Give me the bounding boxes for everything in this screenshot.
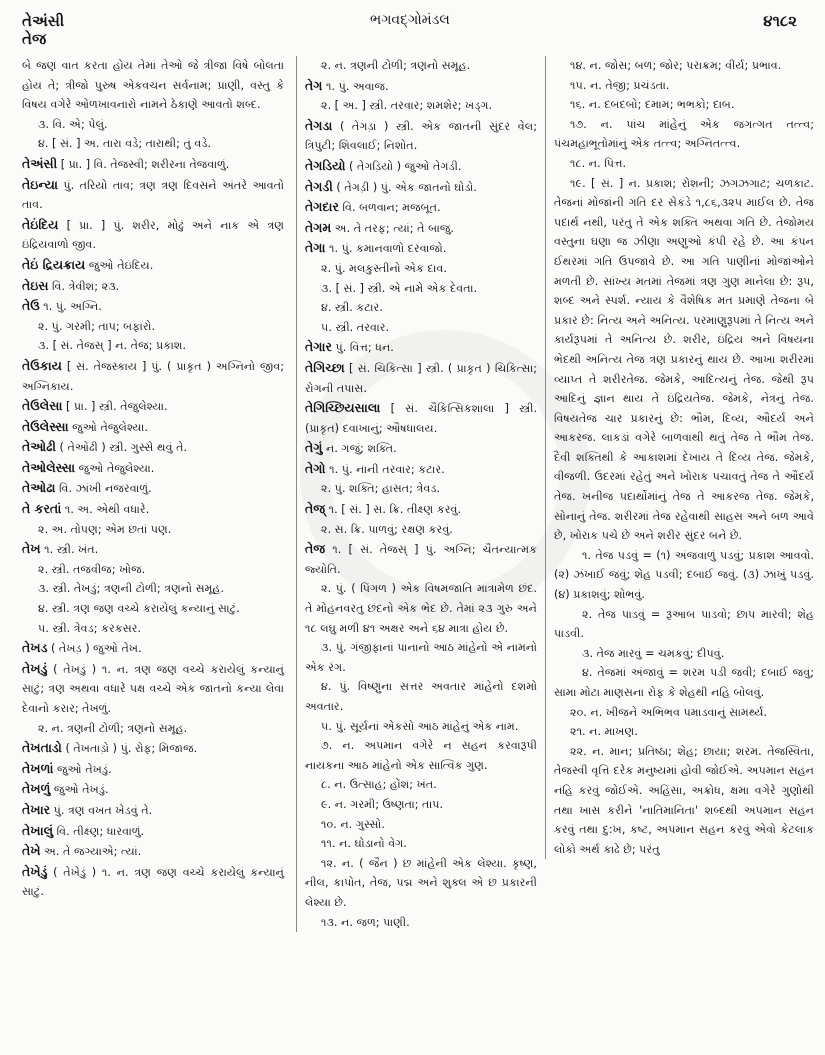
dictionary-entry — [305, 279, 537, 299]
dictionary-entry — [305, 358, 537, 398]
definition-text: ૩. [ સં. તેજસ્ ] ન. તેજ; પ્રકાશ. — [38, 339, 187, 353]
headword: તેખડ — [22, 640, 48, 656]
dictionary-entry — [22, 417, 284, 438]
dictionary-entry — [554, 703, 814, 723]
dictionary-entry — [305, 775, 537, 795]
dictionary-entry — [554, 722, 814, 742]
definition-text: ૨. સ. ક્રિ. પાળવું; રક્ષણ કરવું. — [321, 522, 453, 536]
definition-text: ૪. સ્ત્રી. કટાર. — [321, 301, 383, 315]
dictionary-entry — [305, 218, 537, 239]
headword: તેખતાડો — [22, 740, 62, 756]
headword: તેઅંસી — [22, 155, 58, 171]
definition-text: ( તેઓઢી ) સ્ત્રી. ગુસ્સે થવું તે. — [55, 441, 188, 455]
definition-text: [ પ્રા. ] વિ. તેજસ્વી; શરીરના તેજવાળું. — [57, 157, 230, 171]
headword: તેગાર — [305, 339, 332, 355]
definition-text: વિ. બળવાન; મજબૂત. — [338, 201, 441, 215]
dictionary-entry — [305, 479, 537, 499]
definition-text: ૨૦. ન. ખીજને અભિભવ પમાડવાનું સામર્થ્ય. — [570, 705, 768, 719]
definition-text: ૧. [ સં. તેજસ્ ] પું. અગ્નિ; ચૈતન્યાત્મક જ્યોતિ. — [305, 543, 537, 576]
dictionary-entry — [305, 56, 537, 76]
headword: તેગડિયો — [305, 157, 346, 173]
definition-text: ૩. પું. ગંજીફાનાં પાનાનો આઠ માંહેનો એ નામનો એક રંગ. — [305, 641, 537, 674]
dictionary-entry — [305, 499, 537, 520]
definition-text: ( તેખતાડ઼ો ) પું. રોફ; મિજાજ. — [61, 742, 198, 756]
definition-text: ૧. પું. અગ્નિ. — [39, 300, 102, 314]
definition-text: ૨. પું. મલકુસ્તીનો એક દાવ. — [321, 261, 447, 275]
definition-text: ૧. [ સં. ] સ. ક્રિ. તીક્ષ્ણ કરવું. — [325, 503, 462, 517]
definition-text: ૫. સ્ત્રી. તરવાર. — [321, 320, 390, 334]
definition-text: ૧૮. ન. પિત્ત. — [570, 156, 627, 170]
book-title: ભગવદ્ગોમંડલ — [370, 12, 450, 28]
column-2 — [296, 56, 537, 932]
definition-text: ( તેગડ઼ી ) પું. એક જાતનો ઘોડો. — [332, 180, 477, 194]
definition-text: જુઓ તેખડું. — [53, 762, 112, 776]
definition-text: ૧. તેજ પડવું = (૧) અંજવાળું પડવું; પ્રકાશ આવવો. (૨) ઝંખાઈ જવું; શેહ પડવી; દબાઈ જવું. (૩) ઝાંખું પડવું. (૪) પ્રકાશવું; શોભવું. — [554, 548, 814, 602]
definition-text: ૩. સ્ત્રી. તેખડું; ત્રણની ટોળી; ત્રણનો સમૂહ. — [38, 582, 225, 596]
definition-text: વિ. ઝાંખી નજરવાળું. — [55, 482, 152, 496]
dictionary-entry — [554, 56, 814, 76]
dictionary-entry — [22, 255, 284, 276]
dictionary-entry — [22, 862, 284, 902]
dictionary-entry — [22, 478, 284, 499]
dictionary-entry — [305, 177, 537, 198]
dictionary-entry — [305, 259, 537, 279]
headword: તેઉકાય — [22, 357, 62, 373]
dictionary-entry — [22, 215, 284, 255]
definition-text: ૫. પું. સૂર્યનાં એકસો આઠ માંહેનું એક નામ. — [321, 719, 519, 733]
definition-text: ૧. અ. એથી વધારે. — [61, 503, 150, 517]
definition-text: ૧૩. ન. જળ; પાણી. — [321, 915, 410, 929]
dictionary-entry — [554, 115, 814, 154]
dictionary-entry — [554, 95, 814, 115]
definition-text: ૨૨. ન. માન; પ્રતિષ્ઠા; શેહ; છાયા; શરમ. તેજસ્વિતા, તેજસ્વી વૃત્તિ દરેક મનુષ્યમાં હોવી જોઈએ. અપમાન સહન નહિ કરવું જોઈએ. અહિંસા, અક્રોધ, ક્ષમા વગેરે ગુણોથી તથા ખાસ કરીને 'નાતિમાનિતા' શબ્દથી અપમાન સહન કરવું તથા દુ:ખ, કષ્ટ, અપમાન સહન કરવું એવો કેટલાક લોકો અર્થ કાઢે છે; પરંતુ — [554, 744, 814, 856]
headword: તેઉ — [22, 298, 40, 314]
definition-text: ૨. પું. શક્તિ; હાસત; ત્રેવડ. — [321, 482, 441, 496]
headword: તેઓઢી — [22, 439, 56, 455]
dictionary-entry — [554, 742, 814, 860]
definition-text: વિ. ત્રેવીશ; ૨૩. — [48, 279, 120, 293]
definition-text: ૪. [ સં. ] અ. તારા વડે; તારાથી; તું વડે. — [38, 137, 212, 151]
headword: તેઓલેસ્સા — [22, 459, 76, 475]
headword: તેગમ — [305, 219, 332, 235]
headword: તેગિચ્છા — [305, 359, 345, 375]
headword: તેગડી — [305, 178, 333, 194]
headword: તેઇં દ્રિયક્રાય — [22, 256, 86, 272]
definition-text: ૧૨. ન. ( જૈન ) છ માંહેની એક લેશ્યા. કૃષ્ણ, નીલ, કાપોત, તેજ, પદ્મ અને શુક્લ એ છ પ્રકારની લેશ્યા છે. — [305, 856, 537, 909]
dictionary-entry — [305, 520, 537, 540]
dictionary-entry — [22, 499, 284, 520]
guide-word-first: તેઅંસી — [22, 12, 65, 30]
definition-text: ( તેખડ઼ ) જુઓ તેખ. — [47, 642, 142, 656]
definition-text: ૯. ન. ગરમી; ઉષ્ણતા; તાપ. — [321, 797, 444, 811]
definition-text: જુઓ તેઇંદિય. — [85, 258, 154, 272]
definition-text: જુઓ તેજુલેશ્યા. — [68, 420, 148, 434]
column-3 — [545, 56, 814, 859]
dictionary-entry — [305, 238, 537, 259]
dictionary-entry — [305, 736, 537, 775]
guide-words — [22, 12, 64, 48]
dictionary-entry — [22, 579, 284, 599]
dictionary-entry — [305, 438, 537, 459]
dictionary-entry — [554, 76, 814, 96]
definition-text: ૨. સ્ત્રી. તજવીજ; ખોજ. — [38, 562, 146, 576]
definition-text: ૨. પું. ( પિંગળ ) એક વિષમજાતિ માત્રામેળ છંદ. તે મોહનવરતુ છંદનો એક ભેદ છે. તેમાં ૨૩ ગુરુ અને ૧૮ લઘુ મળી ૪૧ અક્ષર અને ૬૪ માત્રા હોય છે. — [305, 582, 537, 635]
dictionary-entry — [22, 599, 284, 619]
dictionary-entry — [22, 276, 284, 297]
headword: તેઓઢા — [22, 480, 56, 496]
dictionary-entry — [305, 677, 537, 716]
dictionary-entry — [305, 337, 537, 358]
headword: તેખાલું — [22, 822, 54, 838]
definition-text: જુઓ તેખડું. — [50, 783, 109, 797]
headword: તેખાર — [22, 801, 51, 817]
dictionary-entry — [22, 154, 284, 175]
dictionary-entry — [22, 821, 284, 842]
dictionary-entry — [22, 659, 284, 719]
guide-word-last: તેજ — [22, 30, 47, 48]
dictionary-entry — [305, 96, 537, 116]
dictionary-entry — [305, 76, 537, 97]
dictionary-entry — [22, 56, 284, 115]
definition-text: ૧૦. ન. ગુસ્સો. — [321, 817, 385, 831]
definition-text: ૧. સ્ત્રી. ખંત. — [40, 543, 99, 557]
dictionary-entry — [305, 197, 537, 218]
headword: તેગ — [305, 77, 323, 93]
definition-text: [ સં. ચૈકિત્સિકશાલા ] સ્ત્રી. (પ્રાકૃત) દવાખાનું; ઔષધાલય. — [305, 402, 537, 435]
headword: તેગા — [305, 240, 326, 256]
dictionary-entry — [554, 154, 814, 174]
dictionary-entry — [22, 458, 284, 479]
dictionary-entry — [305, 717, 537, 737]
definition-text: વિ. તીક્ષ્ણ; ધારવાળું. — [53, 824, 145, 838]
definition-text: [ પ્રા. ] સ્ત્રી. તેજુલેશ્યા. — [62, 400, 168, 414]
headword: તેખળું — [22, 781, 51, 797]
definition-text: ૧૭. ન. પાંચ માંહેનું એક જગત્ગત તત્ત્વ; પંચમહાભૂતોમાંનું એક તત્ત્વ; અગ્નિતત્ત્વ. — [554, 117, 814, 151]
headword: તેખેડું — [22, 863, 48, 879]
column-1 — [22, 56, 284, 902]
dictionary-entry — [22, 759, 284, 780]
dictionary-entry — [305, 539, 537, 579]
definition-text: પું. તરિયો તાવ; ત્રણ ત્રણ દિવસને અંતરે આવતો તાવ. — [22, 178, 284, 212]
headword: તેજ — [305, 541, 326, 557]
definition-text: ૧૯. [ સં. ] ન. પ્રકાશ; રોશની; ઝગઝગાટ; ચળકાટ. તેજનાં મોજાંની ગતિ દર સેકંડે ૧,૮૬,૩૨૫ માઈલ છે. તેજ પદાર્થ નથી, પરંતુ તે એક શક્તિ અથવા ગતિ છે. તેજોમય વસ્તુના ઘણા જ ઝીણા અણુઓ કંપી રહે છે. આ કંપન ઈથરમાં ગતિ ઉપજાવે છે. આ ગતિ પાણીનાં મોજાંઓને મળતી છે. સાંખ્ય મતમાં તેજમાં ત્રણ ગુણ માનેલા છે: રૂપ, શબ્દ અને સ્પર્શ. ન્યાય કે વૈશેષિક મત પ્રમાણે તેજના બે પ્રકાર છે: નિત્ય અને અનિત્ય. પરમાણુરૂપમાં તે નિત્ય અને કાર્યરૂપમાં તે અનિત્ય છે. શરીર, ઇંદ્રિય અને વિષયના ભેદથી અનિત્ય તેજ ત્રણ પ્રકારનું થાય છે. આખા શરીરમાં વ્યાપ્ત તે શરીરતેજ. જેમકે, આદિત્યનું તેજ. જેથી રૂપ આદિનું જ્ઞાન થાય તે ઇંદ્રિયતેજ. જેમકે, નેત્રનું તેજ. વિષયતેજ ચાર પ્રકારનું છે: ભૌમ, દિવ્ય, ઔદર્ય અને આકરજ. લાકડાં વગેરે બાળવાથી થતું તેજ તે ભૌમ તેજ. દૈવી શક્તિથી કે આકાશમાં દેખાય તે દિવ્ય તેજ. જેમકે, વીજળી. ઉદરમાં રહેતું અને ખોરાક પચાવતું તેજ તે ઔદર્ય તેજ. ખનીજ પદાર્થોમાંનું તેજ તે આકરજ તેજ. જેમકે, સોનાનું તેજ. શરીરમાં તેજ રહેવાથી સાહસ અને બળ આવે છે, ખોરાક પચે છે અને શરીર સુંદર બને છે. — [554, 176, 814, 543]
dictionary-entry — [305, 579, 537, 638]
headword: તેગદાર — [305, 199, 339, 215]
definition-text: અ. તે તરફ; ત્યાં; તે બાજુ. — [331, 221, 454, 235]
definition-text: ૨. ન. ત્રણની ટોળી; ત્રણનો સમૂહ. — [321, 59, 471, 72]
definition-text: ૧૪. ન. જોસ; બળ; જોર; પરાક્રમ; વીર્ય; પ્રભાવ. — [570, 59, 782, 72]
page-header — [0, 12, 825, 52]
dictionary-entry — [554, 605, 814, 644]
dictionary-entry — [22, 115, 284, 135]
definition-text: ૩. [ સં. ] સ્ત્રી. એ નામે એક દેવતા. — [321, 281, 477, 295]
dictionary-entry — [554, 663, 814, 702]
dictionary-entry — [305, 834, 537, 854]
definition-text: ૧. પું. અવાજ. — [322, 79, 389, 93]
headword: તેખળાં — [22, 760, 54, 776]
definition-text: ૩. વિ. એ; પેલું. — [38, 117, 108, 131]
headword: તેજ્ — [305, 501, 326, 517]
definition-text: [ સં. તેજસ્કાય ] પું. ( પ્રાકૃત ) અગ્નિનો જીવ; અગ્નિકાય. — [22, 359, 284, 393]
headword: તેઇન્યા — [22, 176, 58, 192]
headword: તેગિચ્છિયસાલા — [305, 400, 381, 416]
definition-text: ન. ગજું; શક્તિ. — [322, 442, 397, 456]
dictionary-entry — [305, 795, 537, 815]
definition-text: ૨. ન. ત્રણની ટોળી; ત્રણનો સમૂહ. — [38, 721, 188, 735]
dictionary-entry — [305, 398, 537, 438]
dictionary-entry — [305, 854, 537, 913]
dictionary-entry — [22, 317, 284, 337]
definition-text: બે જણ વાત કરતા હોય તેમાં તેઓ જે ત્રીજા વિષે બોલતા હોય તે; ત્રીજો પુરુષ એકવચન સર્વનામ; પ્રાણી, વસ્તુ કે વિષય વગેરે ઓળખાવનારો નામને ઠેકાણે આવતો શબ્દ. — [22, 59, 284, 112]
definition-text: ૨. પું. ગરમી; તાપ; બફારો. — [38, 319, 156, 333]
dictionary-entry — [22, 336, 284, 356]
headword: તેઇંદિય — [22, 216, 59, 232]
definition-text: ૫. સ્ત્રી. ત્રેવડ; કરકસર. — [38, 621, 142, 635]
definition-text: જુઓ તેજુલેશ્યા. — [75, 461, 155, 475]
definition-text: ૨. અ. તોપણ; એમ છતાં પણ. — [38, 522, 172, 536]
definition-text: અ. તે જગ્યાએ; ત્યાં. — [40, 845, 142, 859]
dictionary-entry — [554, 174, 814, 546]
definition-text: ૩. તેજ મારવું = ચમકવું; દીપવું. — [582, 646, 725, 660]
definition-text: ૧. પું. કમાનવાળો દરવાજો. — [325, 242, 447, 256]
definition-text: ૧૬. ન. દબદબો; દમામ; ભભકો; દાબ. — [570, 98, 735, 112]
dictionary-entry — [22, 719, 284, 739]
headword: તેગડા — [305, 117, 333, 133]
dictionary-entry — [554, 644, 814, 664]
headword: તેઉલેસા — [22, 398, 63, 414]
definition-text: ( તેગડ઼િયો ) જુઓ તેગડી. — [345, 159, 462, 173]
definition-text: ૧. પું. નાની તરવાર; કટાર. — [325, 462, 445, 476]
definition-text: ૪. પું. વિષ્ણુના સત્તર અવતાર માંહેનો દશમો અવતાર. — [305, 680, 537, 713]
definition-text: ૧૧. ન. ઘોડાનો વેગ. — [321, 837, 407, 851]
definition-text: પું. ત્રણ વખત ખેડવું તે. — [50, 803, 153, 817]
headword: તેગો — [305, 460, 326, 476]
dictionary-entry — [305, 318, 537, 338]
dictionary-entry — [22, 175, 284, 215]
dictionary-entry — [305, 913, 537, 933]
dictionary-entry — [22, 520, 284, 540]
headword: તેખડું — [22, 660, 48, 676]
dictionary-entry — [554, 546, 814, 605]
dictionary-entry — [305, 638, 537, 677]
headword: તે કરતાં — [22, 501, 62, 517]
definition-text: ( તેગડ઼ા ) સ્ત્રી. એક જાતની સુંદર વેલ; ત્રિપુટી; શિવલાઈ; નિશોત. — [305, 119, 537, 153]
headword: તેખ — [22, 541, 41, 557]
dictionary-entry — [22, 800, 284, 821]
definition-text: ૭. ન. અપમાન વગેરે ન સહન કરવારૂપી નાયકના આઠ માંહેનો એક સાત્વિક ગુણ. — [305, 739, 537, 772]
headword: તેખે — [22, 843, 41, 859]
definition-text: ૪. સ્ત્રી. ત્રણ જણ વચ્ચે કરાયેલું કન્યાનું સાટું. — [38, 602, 240, 616]
dictionary-entry — [305, 116, 537, 156]
dictionary-entry — [22, 396, 284, 417]
dictionary-entry — [22, 539, 284, 560]
dictionary-entry — [305, 459, 537, 480]
headword: તેગું — [305, 440, 323, 456]
dictionary-entry — [305, 298, 537, 318]
definition-text: ( તેખેડ઼ું ) ૧. ન. ત્રણ જણ વચ્ચે કરાયેલું કન્યાનું સાટું. — [22, 865, 284, 899]
dictionary-entry — [22, 134, 284, 154]
definition-text: ૨૧. ન. માખણ. — [570, 725, 638, 739]
dictionary-entry — [305, 815, 537, 835]
definition-text: ૨. [ અ. ] સ્ત્રી. તરવાર; શમશેર; ખડ્ગ. — [321, 99, 493, 113]
dictionary-entry — [305, 156, 537, 177]
dictionary-entry — [22, 638, 284, 659]
dictionary-entry — [22, 779, 284, 800]
page-number: ૪૧૮૨ — [763, 12, 797, 30]
definition-text: [ પ્રા. ] પું. શરીર, મોઢું અને નાક એ ત્રણ ઇંદ્રિયવાળો જીવ. — [22, 218, 284, 252]
dictionary-entry — [22, 296, 284, 317]
definition-text: ૨. તેજ પાડવું = રૂઆબ પાડવો; છાપ મારવી; શેહ પાડવી. — [554, 607, 814, 641]
dictionary-entry — [22, 356, 284, 396]
definition-text: ( તેખડ઼ું ) ૧. ન. ત્રણ જણ વચ્ચે કરાયેલું કન્યાનું સાટું; ત્રણ અથવા વધારે પક્ષ વચ્ચે એક જાતનો કન્યા લેવા દેવાનો કરાર; તેખળું. — [22, 662, 284, 715]
dictionary-entry — [22, 738, 284, 759]
dictionary-entry — [22, 841, 284, 862]
headword: તેઉલેસ્સા — [22, 418, 69, 434]
headword: તેઇસ — [22, 277, 49, 293]
definition-text: ૪. તેજમાં અંજાવું = શરમ પડી જવી; દબાઈ જવું; સામા મોટા માણસના રોફ કે શેહથી નહિ બોલવું. — [554, 666, 814, 699]
definition-text: પું. વિત્ત; ધન. — [331, 341, 394, 355]
dictionary-entry — [22, 437, 284, 458]
dictionary-entry — [22, 619, 284, 639]
dictionary-entry — [22, 560, 284, 580]
definition-text: [ સં. ચિકિત્સા ] સ્ત્રી. ( પ્રાકૃત ) ચિકિત્સા; રોગની તપાસ. — [305, 361, 537, 395]
definition-text: ૧૫. ન. તેજી; પ્રચંડતા. — [570, 78, 670, 92]
definition-text: ૮. ન. ઉત્સાહ; હોંશ; ખંત. — [321, 778, 437, 792]
